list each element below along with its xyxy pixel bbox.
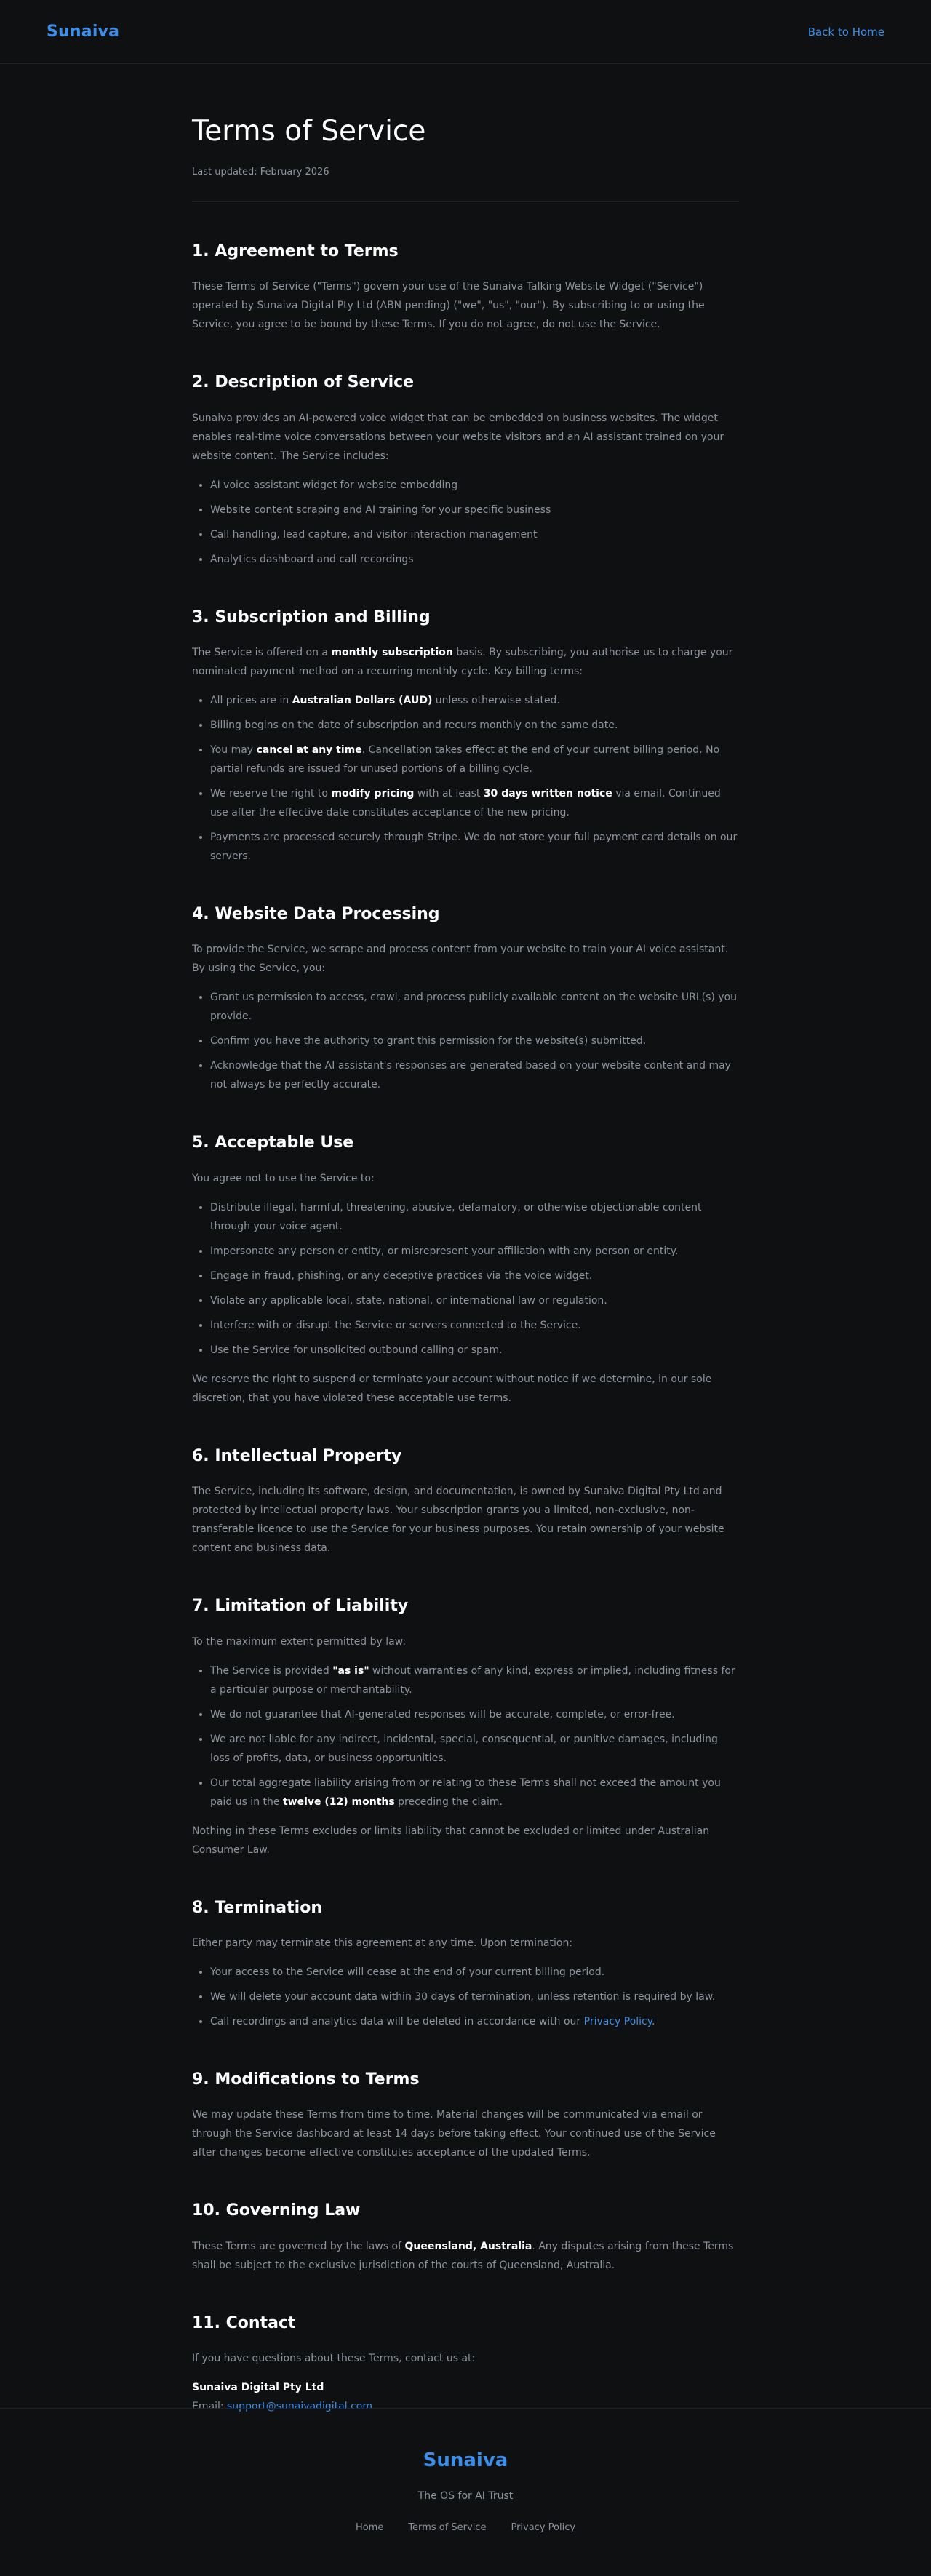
section-billing xyxy=(192,608,739,866)
text: Our total aggregate liability arising from or relating to these Terms shall not exceed the amount you paid us in the xyxy=(210,1777,721,1808)
section-termination xyxy=(192,1899,739,2031)
back-to-home-link[interactable]: Back to Home xyxy=(807,25,884,39)
list-item: • Payments are processed securely through Stripe. We do not store your full payment card details on our servers. xyxy=(210,828,739,866)
list-item xyxy=(210,1662,739,1699)
text: Call recordings and analytics data will be deleted in accordance with our xyxy=(210,2016,584,2028)
list-item: • Violate any applicable local, state, national, or international law or regulation. xyxy=(210,1291,739,1310)
footer-nav xyxy=(0,2522,931,2533)
emphasis: "as is" xyxy=(332,1664,369,1677)
liability-list xyxy=(192,1662,739,1811)
section-heading: 1. Agreement to Terms xyxy=(192,242,399,260)
emphasis: 30 days written notice xyxy=(483,788,612,800)
text: The Service is provided xyxy=(210,1664,333,1677)
section-agreement xyxy=(192,242,739,334)
company-name: Sunaiva Digital Pty Ltd xyxy=(192,2382,324,2394)
termination-list xyxy=(192,1963,739,2031)
section-heading: 10. Governing Law xyxy=(192,2201,361,2220)
section-heading: 4. Website Data Processing xyxy=(192,905,440,924)
section-paragraph: The Service, including its software, design, and documentation, is owned by Sunaiva Digital Pty Ltd and protected by intellectual property laws. Your subscription grants you a limited, non-exclusive, non-transferable licence to use the Service for your business purposes. You retain ownership of your website content and business data. xyxy=(192,1486,724,1555)
section-paragraph: If you have questions about these Terms, contact us at: xyxy=(192,2353,476,2365)
text: . Cancellation takes effect at the end of your current billing period. No partial refunds are issued for unused portions of a billing cycle. xyxy=(210,744,720,775)
text: with at least xyxy=(414,788,484,800)
site-footer xyxy=(0,2408,931,2576)
list-item: • Impersonate any person or entity, or misrepresent your affiliation with any person or entity. xyxy=(210,1242,739,1261)
text: All prices are in xyxy=(210,695,292,707)
section-heading: 7. Limitation of Liability xyxy=(192,1597,409,1616)
list-item: • Interfere with or disrupt the Service or servers connected to the Service. xyxy=(210,1316,739,1335)
text: basis. By subscribing, you authorise us to charge your nominated payment method on a recurring monthly cycle. Key billing terms: xyxy=(192,647,733,678)
data-processing-list xyxy=(192,988,739,1094)
section-paragraph: We may update these Terms from time to time. Material changes will be communicated via email or through the Service dashboard at least 14 days before taking effect. Your continued use of the Service after changes become effective constitutes acceptance of the updated Terms. xyxy=(192,2109,716,2159)
section-paragraph: These Terms of Service ("Terms") govern your use of the Sunaiva Talking Website Widget ("Service") operated by Sunaiva Digital Pty Ltd (ABN pending) ("we", "us", "our"). By subscribing to or using the Service, you agree to be bound by these Terms. If you do not agree, do not use the Service. xyxy=(192,281,705,331)
list-item: • Acknowledge that the AI assistant's responses are generated based on your website content and may not always be perfectly accurate. xyxy=(210,1056,739,1094)
last-updated: Last updated: February 2026 xyxy=(192,167,739,202)
emphasis: cancel at any time xyxy=(256,744,362,757)
emphasis: modify pricing xyxy=(331,788,415,800)
text: The Service is offered on a xyxy=(192,647,332,659)
section-paragraph xyxy=(192,643,739,681)
section-heading: 2. Description of Service xyxy=(192,373,415,392)
text: unless otherwise stated. xyxy=(432,695,560,707)
list-item: • AI voice assistant widget for website embedding xyxy=(210,476,739,495)
section-intellectual-property xyxy=(192,1447,739,1558)
billing-terms-list xyxy=(192,691,739,866)
list-item: • Your access to the Service will cease at the end of your current billing period. xyxy=(210,1963,739,1982)
email-label: Email: xyxy=(192,2401,228,2413)
list-item: • Analytics dashboard and call recordings xyxy=(210,550,739,569)
list-item xyxy=(210,784,739,822)
section-governing-law xyxy=(192,2201,739,2274)
section-acceptable-use xyxy=(192,1133,739,1407)
list-item: • We do not guarantee that AI-generated responses will be accurate, complete, or error-free. xyxy=(210,1705,739,1724)
list-item xyxy=(210,691,739,710)
text: . Any disputes arising from these Terms shall be subject to the exclusive jurisdiction of the courts of Queensland, Australia. xyxy=(192,2240,734,2271)
terms-content xyxy=(192,64,739,2416)
section-paragraph: We reserve the right to suspend or terminate your account without notice if we determine, in our sole discretion, that you have violated these acceptable use terms. xyxy=(192,1373,712,1404)
list-item xyxy=(210,1774,739,1811)
section-modifications xyxy=(192,2070,739,2162)
footer-tagline: The OS for AI Trust xyxy=(417,2490,514,2502)
section-paragraph: To provide the Service, we scrape and process content from your website to train your AI voice assistant. By using the Service, you: xyxy=(192,944,729,975)
section-data-processing xyxy=(192,905,739,1094)
privacy-policy-link[interactable]: Privacy Policy xyxy=(583,2016,652,2028)
text: These Terms are governed by the laws of xyxy=(192,2240,405,2252)
section-heading: 8. Termination xyxy=(192,1898,322,1917)
section-contact xyxy=(192,2314,739,2416)
section-paragraph: Sunaiva provides an AI-powered voice widget that can be embedded on business websites. The widget enables real-time voice conversations between your website visitors and an AI assistant trained on your website content. The Service includes: xyxy=(192,412,724,462)
support-email-link[interactable]: support@sunaivadigital.com xyxy=(227,2401,373,2413)
feature-list xyxy=(192,476,739,569)
section-heading: 11. Contact xyxy=(192,2313,296,2332)
emphasis: twelve (12) months xyxy=(282,1795,395,1808)
section-paragraph: To the maximum extent permitted by law: xyxy=(192,1635,407,1648)
list-item xyxy=(210,741,739,778)
brand-logo[interactable]: Sunaiva xyxy=(47,23,120,41)
section-paragraph: Either party may terminate this agreement at any time. Upon termination: xyxy=(192,1937,573,1950)
text: via email. Continued use after the effective date constitutes acceptance of the new pricing. xyxy=(210,788,721,819)
text: . xyxy=(652,2016,655,2028)
section-paragraph: Nothing in these Terms excludes or limits liability that cannot be excluded or limited under Australian Consumer Law. xyxy=(192,1825,710,1856)
list-item: • Call handling, lead capture, and visitor interaction management xyxy=(210,525,739,544)
text: You may xyxy=(210,744,257,757)
acceptable-use-list xyxy=(192,1198,739,1360)
list-item: • Distribute illegal, harmful, threatening, abusive, defamatory, or otherwise objectionable content through your voice agent. xyxy=(210,1198,739,1236)
section-paragraph: You agree not to use the Service to: xyxy=(192,1172,375,1184)
section-description xyxy=(192,373,739,568)
footer-brand-logo: Sunaiva xyxy=(423,2449,508,2471)
section-heading: 9. Modifications to Terms xyxy=(192,2070,420,2089)
emphasis: Queensland, Australia xyxy=(404,2240,532,2252)
site-header xyxy=(0,0,931,64)
section-heading: 3. Subscription and Billing xyxy=(192,607,431,626)
list-item: • Website content scraping and AI training for your specific business xyxy=(210,501,739,519)
page-title: Terms of Service xyxy=(192,115,426,148)
emphasis: Australian Dollars (AUD) xyxy=(292,695,433,707)
footer-link-terms[interactable]: Terms of Service xyxy=(408,2522,487,2533)
list-item: • We are not liable for any indirect, incidental, special, consequential, or punitive damages, including loss of profits, data, or business opportunities. xyxy=(210,1730,739,1768)
list-item: • Grant us permission to access, crawl, and process publicly available content on the website URL(s) you provide. xyxy=(210,988,739,1026)
section-heading: 5. Acceptable Use xyxy=(192,1133,354,1152)
list-item: • Confirm you have the authority to grant this permission for the website(s) submitted. xyxy=(210,1032,739,1050)
list-item xyxy=(210,2012,739,2031)
list-item: • We will delete your account data within 30 days of termination, unless retention is required by law. xyxy=(210,1987,739,2006)
footer-link-privacy[interactable]: Privacy Policy xyxy=(511,2522,576,2533)
text: preceding the claim. xyxy=(394,1795,503,1808)
section-paragraph xyxy=(192,2237,739,2275)
emphasis: monthly subscription xyxy=(331,647,453,659)
list-item: • Billing begins on the date of subscription and recurs monthly on the same date. xyxy=(210,716,739,735)
text: We reserve the right to xyxy=(210,788,332,800)
section-heading: 6. Intellectual Property xyxy=(192,1446,402,1465)
section-liability xyxy=(192,1597,739,1859)
list-item: • Engage in fraud, phishing, or any deceptive practices via the voice widget. xyxy=(210,1267,739,1285)
footer-link-home[interactable]: Home xyxy=(355,2522,384,2533)
text: without warranties of any kind, express or implied, including fitness for a particular purpose or merchantability. xyxy=(210,1664,735,1696)
list-item: • Use the Service for unsolicited outbound calling or spam. xyxy=(210,1341,739,1360)
